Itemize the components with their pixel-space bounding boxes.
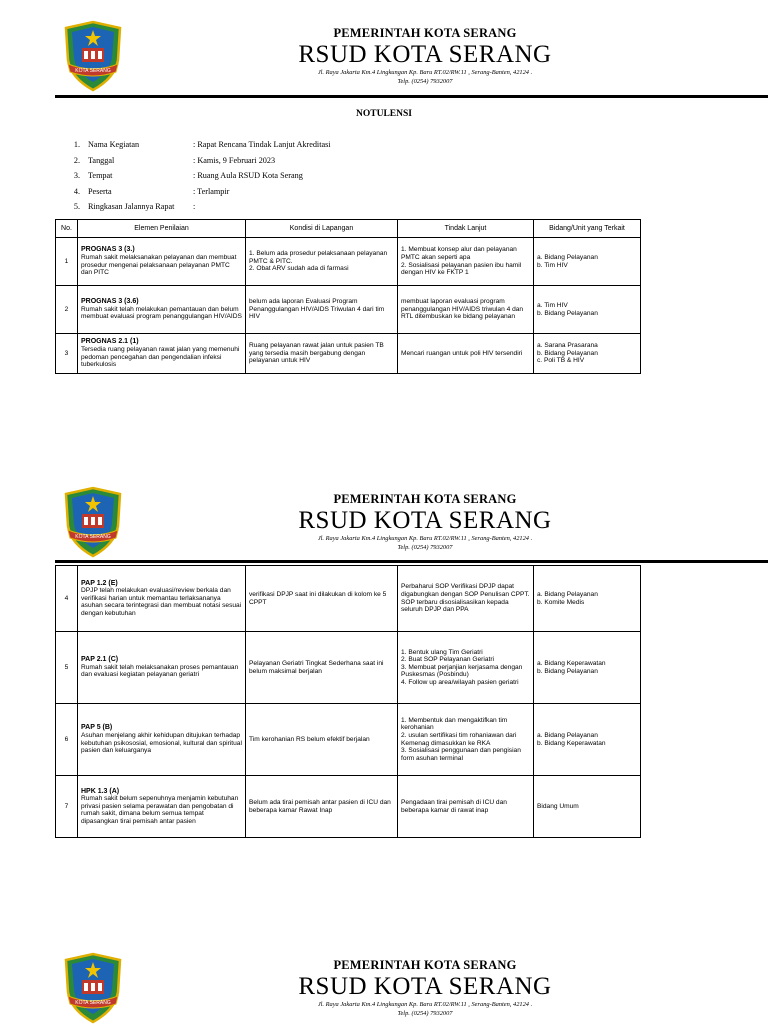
- table-body-page-1: [56, 238, 641, 374]
- kondisi-cell: Ruang pelayanan rawat jalan untuk pasien TB yang tersedia masih bergabung dengan pelayanan untuk HIV: [246, 334, 398, 374]
- table-row: [56, 286, 641, 334]
- table-row: [56, 334, 641, 374]
- meta-row: 3. Tempat : Ruang Aula RSUD Kota Serang: [73, 171, 303, 180]
- letterhead-page-1: [0, 20, 768, 100]
- government-name: PEMERINTAH KOTA SERANG: [333, 26, 517, 40]
- table-row: [56, 566, 641, 632]
- element-code: PROGNAS 2.1 (1): [81, 338, 139, 346]
- element-code: PAP 1.2 (E): [81, 579, 118, 587]
- element-cell: [78, 776, 246, 838]
- tindak-lanjut-cell: Perbaharui SOP Verifikasi DPJP dapat digabungkan dengan SOP Penulisan CPPT. SOP terbaru disosialisasikan kepada seluruh DPJP dan PPA: [398, 566, 534, 632]
- row-number: 4: [56, 566, 78, 632]
- element-code: PAP 2.1 (C): [81, 656, 119, 664]
- tindak-lanjut-cell: Pengadaan tirai pemisah di ICU dan beberapa kamar di rawat inap: [398, 776, 534, 838]
- element-code: PAP 5 (B): [81, 724, 113, 732]
- header-divider: [55, 95, 768, 98]
- notulensi-table-page-2: [55, 565, 641, 838]
- element-description: Asuhan menjelang akhir kehidupan ditujukan terhadap kebutuhan psikososial, emosional, kultural dan spiritual pasien dan keluarganya: [81, 731, 242, 755]
- kondisi-cell: verifikasi DPJP saat ini dilakukan di kolom ke 5 CPPT: [246, 566, 398, 632]
- document-title: NOTULENSI: [356, 109, 412, 119]
- element-code: HPK 1.3 (A): [81, 787, 120, 795]
- tindak-lanjut-cell: 1. Membentuk dan mengaktifkan tim kerohanian 2. usulan sertifikasi tim rohaniawan dari Kemenag dimasukkan ke RKA 3. Sosialisasi penggunaan dan pengisian form asuhan terminal: [398, 704, 534, 776]
- government-name: PEMERINTAH KOTA SERANG: [333, 958, 517, 972]
- row-number: 3: [56, 334, 78, 374]
- bidang-cell: Bidang Umum: [534, 776, 641, 838]
- element-description: Tersedia ruang pelayanan rawat jalan yang memenuhi pedoman pencegahan dan pengendalian infeksi tuberkulosis: [81, 345, 240, 369]
- table-row: [56, 632, 641, 704]
- element-code: PROGNAS 3 (3.6): [81, 298, 139, 306]
- header-divider: [55, 560, 768, 563]
- table-row: [56, 704, 641, 776]
- city-emblem-icon: [60, 952, 126, 1024]
- col-header-no: No.: [56, 220, 78, 238]
- kondisi-cell: Pelayanan Geriatri Tingkat Sederhana saat ini belum maksimal berjalan: [246, 632, 398, 704]
- meta-row: 4. Peserta : Terlampir: [73, 186, 230, 196]
- hospital-phone: Telp. (0254) 7932007: [397, 77, 453, 85]
- emblem-ribbon-text: KOTA SERANG: [75, 534, 111, 540]
- emblem-ribbon-text: KOTA SERANG: [75, 68, 111, 74]
- element-cell: [78, 632, 246, 704]
- row-number: 2: [56, 286, 78, 334]
- table-body-page-2: [56, 566, 641, 838]
- element-description: Rumah sakit telah melakukan pemantauan dan belum membuat evaluasi program penanggulangan HIV/AIDS: [81, 305, 242, 321]
- bidang-cell: a. Bidang Keperawatan b. Bidang Pelayanan: [534, 632, 641, 704]
- tindak-lanjut-cell: 1. Membuat konsep alur dan pelayanan PMTC akan seperti apa 2. Sosialisasi pelayanan pasien ibu hamil dengan HIV ke FKTP 1: [398, 238, 534, 286]
- city-emblem-icon: [60, 20, 126, 92]
- hospital-address: Jl. Raya Jakarta Km.4 Lingkungan Kp. Baru RT.02/RW.11 , Serang-Banten, 42124 .: [317, 69, 533, 77]
- hospital-phone: Telp. (0254) 7932007: [397, 543, 453, 551]
- hospital-name: RSUD KOTA SERANG: [298, 507, 552, 534]
- element-cell: [78, 704, 246, 776]
- element-cell: [78, 238, 246, 286]
- letterhead-page-3: [0, 952, 768, 1032]
- tindak-lanjut-cell: 1. Bentuk ulang Tim Geriatri 2. Buat SOP Pelayanan Geriatri 3. Membuat perjanjian kerjasama dengan Puskesmas (Posbindu) 4. Follow up area/wilayah pasien geriatri: [398, 632, 534, 704]
- bidang-cell: a. Sarana Prasarana b. Bidang Pelayanan c. Poli TB & HIV: [534, 334, 641, 374]
- meta-row: 2. Tanggal : Kamis, 9 Februari 2023: [73, 155, 276, 165]
- col-header-tindak: Tindak Lanjut: [398, 220, 534, 238]
- tindak-lanjut-cell: membuat laporan evaluasi program penanggulangan HIV/AIDS triwulan 4 dan RTL ditembuskan ke bidang pelayanan: [398, 286, 534, 334]
- col-header-element: Elemen Penilaian: [78, 220, 246, 238]
- letterhead-page-2: [0, 486, 768, 566]
- col-header-kondisi: Kondisi di Lapangan: [246, 220, 398, 238]
- kondisi-cell: 1. Belum ada prosedur pelaksanaan pelayanan PMTC & PITC. 2. Obat ARV sudah ada di farmasi: [246, 238, 398, 286]
- kondisi-cell: belum ada laporan Evaluasi Program Penanggulangan HIV/AIDS Triwulan 4 dari tim HIV: [246, 286, 398, 334]
- hospital-address: Jl. Raya Jakarta Km.4 Lingkungan Kp. Baru RT.02/RW.11 , Serang-Banten, 42124 .: [317, 535, 533, 543]
- row-number: 6: [56, 704, 78, 776]
- city-emblem-icon: [60, 486, 126, 558]
- table-row: [56, 776, 641, 838]
- element-cell: [78, 334, 246, 374]
- hospital-phone: Telp. (0254) 7932007: [397, 1009, 453, 1017]
- table-row: [56, 238, 641, 286]
- bidang-cell: a. Bidang Pelayanan b. Bidang Keperawatan: [534, 704, 641, 776]
- row-number: 5: [56, 632, 78, 704]
- bidang-cell: a. Bidang Pelayanan b. Komite Medis: [534, 566, 641, 632]
- hospital-name: RSUD KOTA SERANG: [298, 41, 552, 68]
- bidang-cell: a. Tim HIV b. Bidang Pelayanan: [534, 286, 641, 334]
- notulensi-table-page-1: [55, 219, 641, 374]
- row-number: 1: [56, 238, 78, 286]
- emblem-ribbon-text: KOTA SERANG: [75, 1000, 111, 1006]
- meta-row: 1. Nama Kegiatan : Rapat Rencana Tindak Lanjut Akreditasi: [73, 140, 331, 149]
- hospital-name: RSUD KOTA SERANG: [298, 973, 552, 1000]
- element-description: Rumah sakit melaksanakan pelayanan dan membuat prosedur mengenai pelaksanaan pelayanan PMTC dan PITC: [81, 253, 237, 277]
- col-header-bidang: Bidang/Unit yang Terkait: [534, 220, 641, 238]
- element-description: Rumah sakit belum sepenuhnya menjamin kebutuhan privasi pasien selama perawatan dan pengobatan di rumah sakit, dimana belum semua tempat dipasangkan tirai pemisah antar pasien: [81, 795, 239, 825]
- row-number: 7: [56, 776, 78, 838]
- element-code: PROGNAS 3 (3.): [81, 246, 135, 254]
- element-description: DPJP telah melakukan evaluasi/review berkala dan verifikasi harian untuk memantau terlaksananya asuhan secara terintegrasi dan membuat notasi sesuai dengan kebutuhan: [81, 587, 242, 617]
- government-name: PEMERINTAH KOTA SERANG: [333, 492, 517, 506]
- kondisi-cell: Tim kerohanian RS belum efektif berjalan: [246, 704, 398, 776]
- element-cell: [78, 286, 246, 334]
- meeting-info: [62, 137, 331, 215]
- tindak-lanjut-cell: Mencari ruangan untuk poli HIV tersendiri: [398, 334, 534, 374]
- element-cell: [78, 566, 246, 632]
- element-description: Rumah sakit telah melaksanakan proses pemantauan dan evaluasi kegiatan pelayanan geriatri: [81, 663, 239, 679]
- kondisi-cell: Belum ada tirai pemisah antar pasien di ICU dan beberapa kamar Rawat Inap: [246, 776, 398, 838]
- meta-row: 5. Ringkasan Jalannya Rapat :: [73, 202, 196, 211]
- bidang-cell: a. Bidang Pelayanan b. Tim HIV: [534, 238, 641, 286]
- hospital-address: Jl. Raya Jakarta Km.4 Lingkungan Kp. Baru RT.02/RW.11 , Serang-Banten, 42124 .: [317, 1001, 533, 1009]
